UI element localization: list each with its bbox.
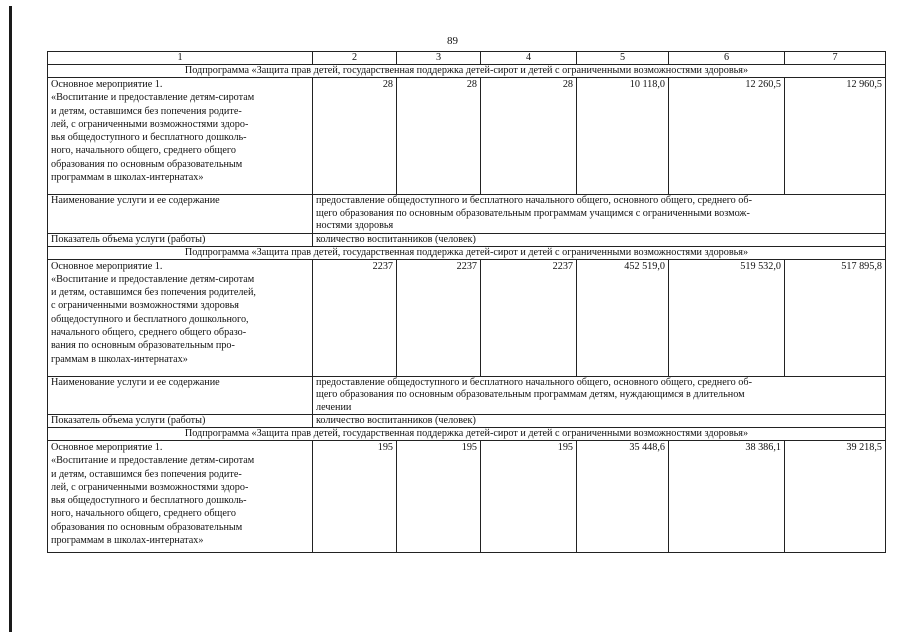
value-cell: 12 960,5 xyxy=(785,78,886,195)
event-line: с ограниченными возможностями здоровья xyxy=(51,300,239,312)
service-content xyxy=(313,376,886,415)
service-line: предоставление общедоступного и бесплатного начального общего, основного общего, среднего об- xyxy=(316,195,752,206)
event-line: ного, начального общего, среднего общего xyxy=(51,145,236,157)
value-cell: 2237 xyxy=(397,259,481,376)
column-number: 6 xyxy=(669,52,785,65)
event-line: вья общедоступного и бесплатного дошколь- xyxy=(51,495,247,507)
subprogram-row xyxy=(48,246,886,259)
indicator-row xyxy=(48,233,886,246)
event-row xyxy=(48,441,886,553)
value-cell: 28 xyxy=(481,78,577,195)
subprogram-title: Подпрограмма «Защита прав детей, государственная поддержка детей-сирот и детей с ограниченными возможностями здоровья» xyxy=(48,428,886,441)
value-cell: 519 532,0 xyxy=(669,259,785,376)
event-line: и детям, оставшимся без попечения родите- xyxy=(51,105,242,117)
service-line: ностями здоровья xyxy=(316,220,394,231)
value-cell: 28 xyxy=(313,78,397,195)
event-line: программам в школах-интернатах» xyxy=(51,535,204,547)
column-number: 5 xyxy=(577,52,669,65)
value-cell: 38 386,1 xyxy=(669,441,785,553)
column-number: 4 xyxy=(481,52,577,65)
event-line: «Воспитание и предоставление детям-сиротам xyxy=(51,455,255,467)
column-number: 1 xyxy=(48,52,313,65)
service-label: Наименование услуги и ее содержание xyxy=(48,195,313,234)
column-number-row xyxy=(48,52,886,65)
value-cell: 2237 xyxy=(313,259,397,376)
event-description xyxy=(48,441,313,553)
event-line: начального общего, среднего общего образо- xyxy=(51,326,247,338)
event-line: образования по основным образовательным xyxy=(51,158,243,170)
indicator-row xyxy=(48,415,886,428)
event-line: Основное мероприятие 1. xyxy=(51,79,163,90)
budget-table xyxy=(47,51,886,553)
event-line: образования по основным образовательным xyxy=(51,521,243,533)
event-line: лей, с ограниченными возможностями здоро- xyxy=(51,481,249,493)
event-line: и детям, оставшимся без попечения родителей, xyxy=(51,287,256,299)
event-description xyxy=(48,259,313,376)
indicator-label: Показатель объема услуги (работы) xyxy=(48,233,313,246)
indicator-value: количество воспитанников (человек) xyxy=(313,415,886,428)
service-line: щего образования по основным образовательным программам учащимся с ограниченными возмож- xyxy=(316,207,750,219)
service-row xyxy=(48,195,886,234)
service-line: щего образования по основным образовательным программам детям, нуждающимся в длительном xyxy=(316,389,745,400)
subprogram-title: Подпрограмма «Защита прав детей, государственная поддержка детей-сирот и детей с ограниченными возможностями здоровья» xyxy=(48,246,886,259)
column-number: 7 xyxy=(785,52,886,65)
column-number: 3 xyxy=(397,52,481,65)
indicator-value: количество воспитанников (человек) xyxy=(313,233,886,246)
value-cell: 39 218,5 xyxy=(785,441,886,553)
indicator-label: Показатель объема услуги (работы) xyxy=(48,415,313,428)
subprogram-row xyxy=(48,65,886,78)
event-line: и детям, оставшимся без попечения родите- xyxy=(51,468,242,480)
event-row xyxy=(48,259,886,376)
value-cell: 28 xyxy=(397,78,481,195)
subprogram-title: Подпрограмма «Защита прав детей, государственная поддержка детей-сирот и детей с ограниченными возможностями здоровья» xyxy=(48,65,886,78)
value-cell: 195 xyxy=(313,441,397,553)
value-cell: 195 xyxy=(481,441,577,553)
value-cell: 35 448,6 xyxy=(577,441,669,553)
binding-edge xyxy=(9,6,12,632)
page-number: 89 xyxy=(447,35,458,47)
event-line: вья общедоступного и бесплатного дошколь- xyxy=(51,132,247,144)
value-cell: 517 895,8 xyxy=(785,259,886,376)
subprogram-row xyxy=(48,428,886,441)
service-row xyxy=(48,376,886,415)
value-cell: 195 xyxy=(397,441,481,553)
event-line: Основное мероприятие 1. xyxy=(51,260,163,272)
event-description xyxy=(48,78,313,195)
event-line: ного, начального общего, среднего общего xyxy=(51,508,236,520)
event-line: «Воспитание и предоставление детям-сиротам xyxy=(51,92,255,104)
event-row xyxy=(48,78,886,195)
event-line: вания по основным образовательным про- xyxy=(51,340,235,352)
value-cell: 10 118,0 xyxy=(577,78,669,195)
value-cell: 452 519,0 xyxy=(577,259,669,376)
event-line: лей, с ограниченными возможностями здоро- xyxy=(51,118,249,130)
value-cell: 2237 xyxy=(481,259,577,376)
event-line: граммам в школах-интернатах» xyxy=(51,353,188,365)
service-content xyxy=(313,195,886,234)
value-cell: 12 260,5 xyxy=(669,78,785,195)
column-number: 2 xyxy=(313,52,397,65)
event-line: общедоступного и бесплатного дошкольного, xyxy=(51,313,249,325)
event-line: «Воспитание и предоставление детям-сиротам xyxy=(51,273,255,285)
service-line: предоставление общедоступного и бесплатного начального общего, основного общего, среднего об- xyxy=(316,376,752,388)
service-line: лечении xyxy=(316,401,352,413)
service-label: Наименование услуги и ее содержание xyxy=(48,376,313,415)
event-line: Основное мероприятие 1. xyxy=(51,442,163,453)
event-line: программам в школах-интернатах» xyxy=(51,172,204,184)
